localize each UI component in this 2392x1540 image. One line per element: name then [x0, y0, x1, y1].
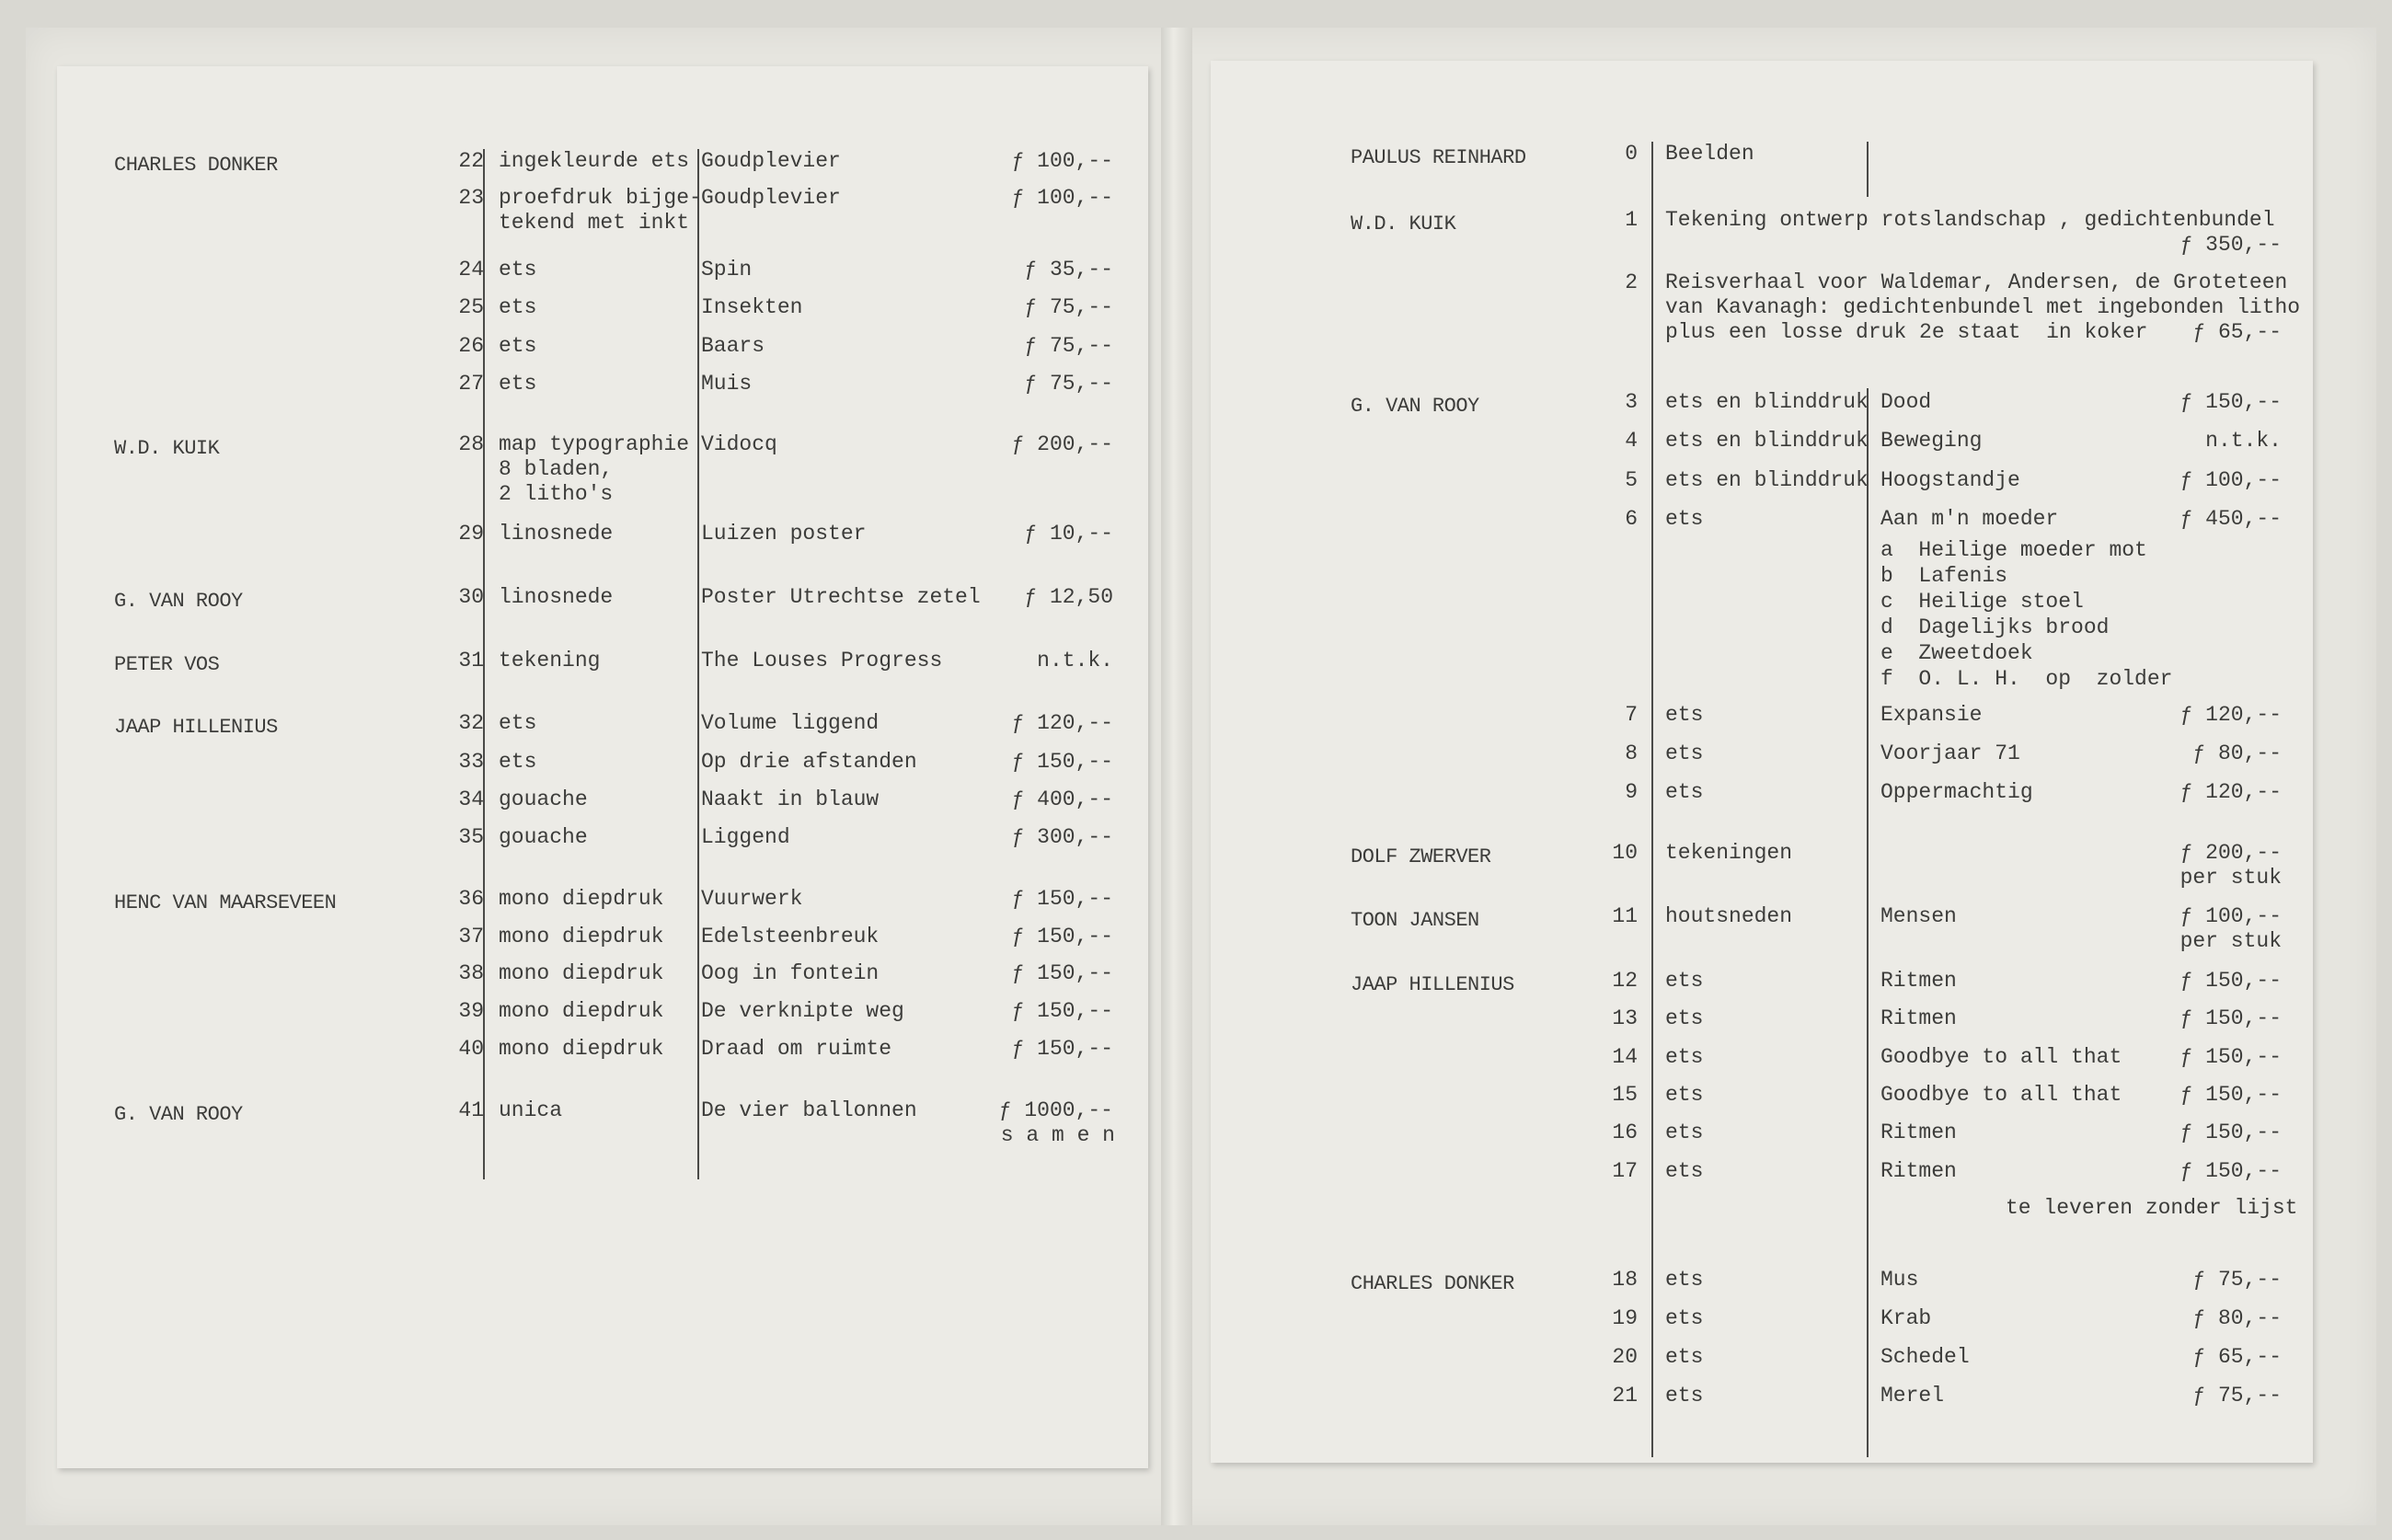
artwork-title: Goodbye to all that — [1880, 1045, 2122, 1069]
price-text: ƒ 150,-- — [1011, 961, 1113, 985]
artwork-title: Poster Utrechtse zetel — [701, 585, 981, 609]
artist-name: W.D. KUIK — [114, 437, 220, 460]
catalog-number: 39 — [458, 999, 484, 1023]
artwork-title: Schedel — [1880, 1345, 1970, 1369]
medium-text: ingekleurde ets — [499, 149, 690, 173]
artist-name: JAAP HILLENIUS — [1351, 973, 1514, 996]
price-text: ƒ 150,-- — [2179, 1121, 2282, 1144]
medium-text: ets — [1665, 969, 1704, 993]
price-text: ƒ 350,-- — [2179, 233, 2282, 257]
price-text: ƒ 120,-- — [1011, 711, 1113, 735]
price-text: ƒ 100,-- per stuk — [2179, 904, 2282, 953]
artwork-title: Spin — [701, 258, 753, 282]
artwork-title: Insekten — [701, 295, 803, 319]
artwork-title: Ritmen — [1880, 1159, 1957, 1183]
medium-text: linosnede — [499, 522, 614, 546]
price-text: ƒ 150,-- — [1011, 925, 1113, 948]
catalog-number: 0 — [1625, 142, 1638, 166]
catalog-number: 30 — [458, 585, 484, 609]
price-text: ƒ 1000,-- — [998, 1098, 1113, 1122]
catalog-number: 2 — [1625, 270, 1638, 294]
artwork-title: Ritmen — [1880, 969, 1957, 993]
medium-text: ets en blinddruk — [1665, 429, 1869, 453]
price-text: ƒ 300,-- — [1011, 825, 1113, 849]
catalog-number: 10 — [1612, 841, 1638, 865]
medium-text: ets — [1665, 1006, 1704, 1030]
medium-text: ets — [499, 334, 537, 358]
price-text: n.t.k. — [1037, 649, 1113, 672]
medium-text: mono diepdruk — [499, 887, 664, 911]
medium-text: mono diepdruk — [499, 961, 664, 985]
catalog-number: 31 — [458, 649, 484, 672]
price-text: ƒ 200,-- per stuk — [2179, 841, 2282, 890]
artwork-title: De vier ballonnen — [701, 1098, 917, 1122]
artwork-title: Vuurwerk — [701, 887, 803, 911]
artwork-title: Naakt in blauw — [701, 787, 880, 811]
artwork-title: Merel — [1880, 1384, 1945, 1408]
price-text: n.t.k. — [2205, 429, 2282, 453]
medium-text: Tekening ontwerp rotslandschap , gedichtenbundel — [1665, 208, 2275, 232]
folder-spine — [1161, 28, 1192, 1525]
price-text: ƒ 12,50 — [1024, 585, 1113, 609]
artist-name: W.D. KUIK — [1351, 213, 1456, 236]
artwork-title: Goudplevier — [701, 186, 841, 210]
artwork-title: Luizen poster — [701, 522, 867, 546]
price-text: ƒ 150,-- — [1011, 750, 1113, 774]
price-text: ƒ 100,-- — [2179, 468, 2282, 492]
catalog-number: 36 — [458, 887, 484, 911]
artwork-title: Baars — [701, 334, 765, 358]
medium-text: tekeningen — [1665, 841, 1793, 865]
artwork-title: Muis — [701, 372, 753, 396]
medium-text: linosnede — [499, 585, 614, 609]
artist-name: HENC VAN MAARSEVEEN — [114, 891, 337, 914]
artwork-title: Oppermachtig — [1880, 780, 2033, 804]
medium-text: ets — [1665, 1268, 1704, 1292]
price-text: ƒ 35,-- — [1024, 258, 1113, 282]
catalog-number: 14 — [1612, 1045, 1638, 1069]
price-text: ƒ 150,-- — [2179, 1159, 2282, 1183]
medium-text: ets — [499, 295, 537, 319]
catalog-number: 24 — [458, 258, 484, 282]
medium-text: ets — [1665, 1345, 1704, 1369]
catalog-number: 13 — [1612, 1006, 1638, 1030]
medium-text: ets — [499, 258, 537, 282]
catalog-number: 11 — [1612, 904, 1638, 928]
catalog-number: 5 — [1625, 468, 1638, 492]
catalog-number: 28 — [458, 432, 484, 456]
catalog-number: 8 — [1625, 741, 1638, 765]
artist-name: JAAP HILLENIUS — [114, 716, 278, 739]
catalog-number: 23 — [458, 186, 484, 210]
medium-text: ets — [499, 750, 537, 774]
artist-name: G. VAN ROOY — [114, 1103, 243, 1126]
sub-item: d Dagelijks brood — [1880, 615, 2110, 639]
catalog-number: 34 — [458, 787, 484, 811]
medium-text: ets — [1665, 1384, 1704, 1408]
price-text: ƒ 150,-- — [2179, 1006, 2282, 1030]
artwork-title: Krab — [1880, 1306, 1932, 1330]
artist-name: G. VAN ROOY — [114, 590, 243, 613]
catalog-number: 35 — [458, 825, 484, 849]
catalog-number: 4 — [1625, 429, 1638, 453]
price-text: ƒ 150,-- — [2179, 390, 2282, 414]
price-text: ƒ 150,-- — [2179, 969, 2282, 993]
medium-text: ets — [1665, 1121, 1704, 1144]
artwork-title: The Louses Progress — [701, 649, 943, 672]
price-text: ƒ 150,-- — [1011, 999, 1113, 1023]
artist-name: PAULUS REINHARD — [1351, 146, 1526, 169]
medium-text: ets en blinddruk — [1665, 468, 1869, 492]
artwork-title: Oog in fontein — [701, 961, 880, 985]
price-text: ƒ 400,-- — [1011, 787, 1113, 811]
price-text: ƒ 80,-- — [2192, 1306, 2282, 1330]
artwork-title: Dood — [1880, 390, 1932, 414]
medium-text: gouache — [499, 787, 588, 811]
sub-item: f O. L. H. op zolder — [1880, 667, 2173, 691]
sub-item: a Heilige moeder mot — [1880, 538, 2147, 562]
price-text: ƒ 75,-- — [1024, 334, 1113, 358]
price-text: ƒ 65,-- — [2192, 320, 2282, 344]
footnote-text: te leveren zonder lijst — [2006, 1196, 2298, 1220]
catalog-number: 29 — [458, 522, 484, 546]
catalog-number: 22 — [458, 149, 484, 173]
catalog-number: 25 — [458, 295, 484, 319]
catalog-number: 20 — [1612, 1345, 1638, 1369]
price-text: ƒ 75,-- — [1024, 372, 1113, 396]
price-text: ƒ 200,-- — [1011, 432, 1113, 456]
price-text: ƒ 150,-- — [1011, 887, 1113, 911]
artwork-title: Ritmen — [1880, 1006, 1957, 1030]
catalog-number: 12 — [1612, 969, 1638, 993]
price-text: ƒ 150,-- — [2179, 1083, 2282, 1107]
artwork-title: Voorjaar 71 — [1880, 741, 2020, 765]
medium-text: map typographie 8 bladen, 2 litho's — [499, 432, 690, 506]
medium-text: Reisverhaal voor Waldemar, Andersen, de Groteteen van Kavanagh: gedichtenbundel met ingebonden litho plus een losse druk 2e staat in koker — [1665, 270, 2301, 344]
artwork-title: Aan m'n moeder — [1880, 507, 2059, 531]
artwork-title: Expansie — [1880, 703, 1983, 727]
catalog-number: 26 — [458, 334, 484, 358]
medium-text: tekening — [499, 649, 601, 672]
price-text: ƒ 150,-- — [2179, 1045, 2282, 1069]
catalog-number: 18 — [1612, 1268, 1638, 1292]
price-text: ƒ 450,-- — [2179, 507, 2282, 531]
artwork-title: Edelsteenbreuk — [701, 925, 880, 948]
price-text: ƒ 150,-- — [1011, 1037, 1113, 1061]
catalog-number: 7 — [1625, 703, 1638, 727]
artwork-title: De verknipte weg — [701, 999, 904, 1023]
price-list-sheet-right — [1211, 61, 2313, 1463]
catalog-number: 33 — [458, 750, 484, 774]
artwork-title: Hoogstandje — [1880, 468, 2020, 492]
artwork-title: Vidocq — [701, 432, 777, 456]
catalog-number: 40 — [458, 1037, 484, 1061]
medium-text: unica — [499, 1098, 563, 1122]
medium-text: ets — [1665, 741, 1704, 765]
artwork-title: Liggend — [701, 825, 790, 849]
artist-name: TOON JANSEN — [1351, 909, 1479, 932]
artwork-title: Ritmen — [1880, 1121, 1957, 1144]
artwork-title: Goodbye to all that — [1880, 1083, 2122, 1107]
catalog-number: 15 — [1612, 1083, 1638, 1107]
sub-item: c Heilige stoel — [1880, 590, 2084, 614]
medium-text: ets en blinddruk — [1665, 390, 1869, 414]
catalog-number: 41 — [458, 1098, 484, 1122]
price-list-sheet-left — [57, 66, 1148, 1468]
catalog-number: 1 — [1625, 208, 1638, 232]
catalog-number: 16 — [1612, 1121, 1638, 1144]
catalog-number: 38 — [458, 961, 484, 985]
catalog-number: 37 — [458, 925, 484, 948]
artist-name: G. VAN ROOY — [1351, 395, 1479, 418]
medium-text: ets — [1665, 1083, 1704, 1107]
catalog-number: 19 — [1612, 1306, 1638, 1330]
price-text: ƒ 80,-- — [2192, 741, 2282, 765]
artwork-title: Volume liggend — [701, 711, 880, 735]
medium-text: ets — [1665, 1159, 1704, 1183]
catalog-number: 3 — [1625, 390, 1638, 414]
medium-text: ets — [1665, 780, 1704, 804]
column-divider — [1651, 142, 1653, 1457]
artist-name: CHARLES DONKER — [114, 154, 278, 177]
price-text: ƒ 100,-- — [1011, 186, 1113, 210]
medium-text: houtsneden — [1665, 904, 1793, 928]
catalog-number: 6 — [1625, 507, 1638, 531]
medium-text: ets — [499, 372, 537, 396]
catalog-number: 21 — [1612, 1384, 1638, 1408]
medium-text: mono diepdruk — [499, 925, 664, 948]
price-text: ƒ 120,-- — [2179, 780, 2282, 804]
artist-name: CHARLES DONKER — [1351, 1272, 1514, 1295]
medium-text: ets — [1665, 1045, 1704, 1069]
medium-text: gouache — [499, 825, 588, 849]
catalog-number: 17 — [1612, 1159, 1638, 1183]
price-text: ƒ 75,-- — [1024, 295, 1113, 319]
medium-text: ets — [1665, 1306, 1704, 1330]
catalog-number: 32 — [458, 711, 484, 735]
medium-text: mono diepdruk — [499, 999, 664, 1023]
artwork-title: Mus — [1880, 1268, 1919, 1292]
price-note: s a m e n — [1000, 1123, 1115, 1147]
sub-item: b Lafenis — [1880, 564, 2008, 588]
artist-name: PETER VOS — [114, 653, 220, 676]
artist-name: DOLF ZWERVER — [1351, 845, 1491, 868]
medium-text: ets — [1665, 703, 1704, 727]
catalog-number: 9 — [1625, 780, 1638, 804]
catalog-number: 27 — [458, 372, 484, 396]
price-text: ƒ 100,-- — [1011, 149, 1113, 173]
price-text: ƒ 75,-- — [2192, 1268, 2282, 1292]
medium-text: ets — [499, 711, 537, 735]
artwork-title: Goudplevier — [701, 149, 841, 173]
price-text: ƒ 10,-- — [1024, 522, 1113, 546]
artwork-title: Beweging — [1880, 429, 1983, 453]
artwork-title: Draad om ruimte — [701, 1037, 892, 1061]
medium-text: proefdruk bijge- tekend met inkt — [499, 186, 702, 235]
medium-text: mono diepdruk — [499, 1037, 664, 1061]
sub-item: e Zweetdoek — [1880, 641, 2033, 665]
artwork-title: Op drie afstanden — [701, 750, 917, 774]
price-text: ƒ 120,-- — [2179, 703, 2282, 727]
medium-text: ets — [1665, 507, 1704, 531]
price-text: ƒ 75,-- — [2192, 1384, 2282, 1408]
price-text: ƒ 65,-- — [2192, 1345, 2282, 1369]
medium-text: Beelden — [1665, 142, 1754, 166]
artwork-title: Mensen — [1880, 904, 1957, 928]
